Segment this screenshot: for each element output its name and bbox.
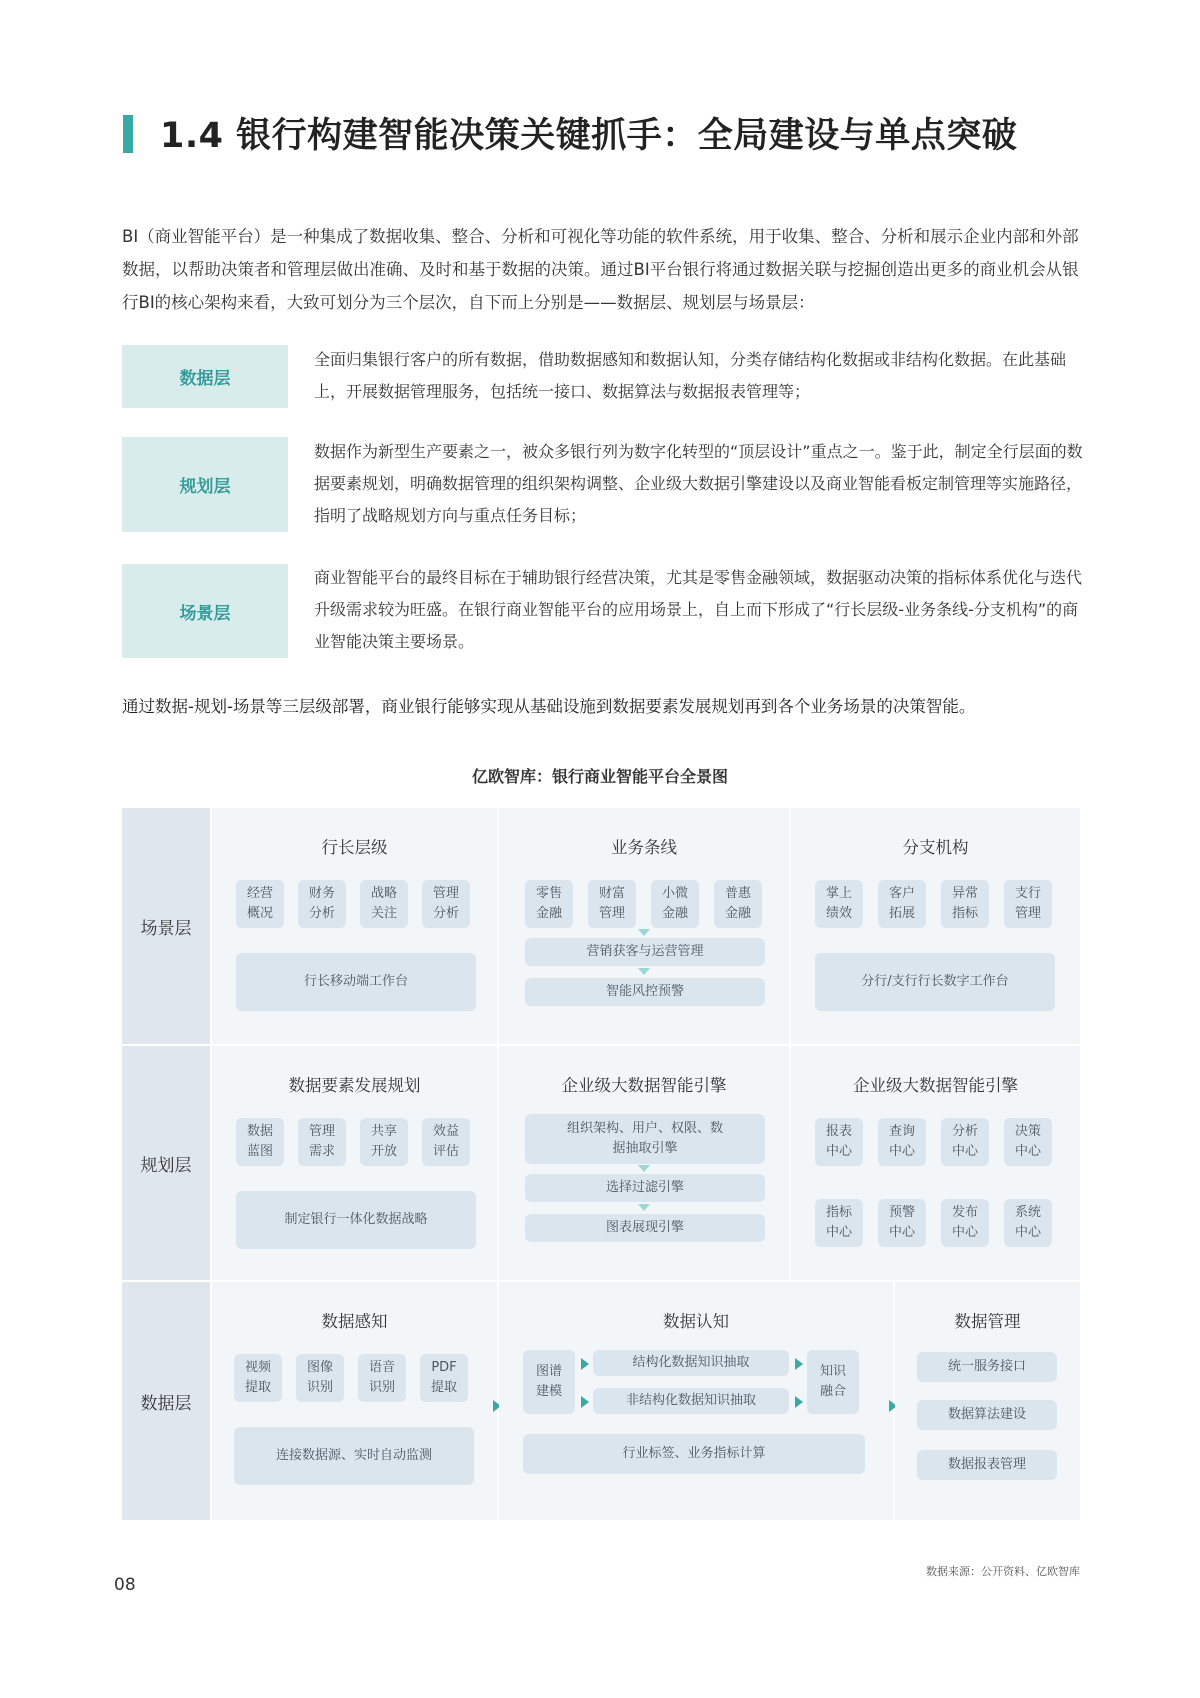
wide-box: 制定银行一体化数据战略: [236, 1191, 476, 1249]
panel-data-perception: [212, 1282, 497, 1520]
arrow-down-icon: [638, 968, 650, 975]
item-box: 预警 中心: [878, 1199, 926, 1247]
panel-business-line: [499, 808, 789, 1044]
item-box: PDF 提取: [420, 1354, 468, 1402]
item-box: 指标 中心: [815, 1199, 863, 1247]
item-box: 视频 提取: [234, 1354, 282, 1402]
intro-paragraph: BI（商业智能平台）是一种集成了数据收集、整合、分析和可视化等功能的软件系统，用于收集、整合、分析和展示企业内部和外部数据，以帮助决策者和管理层做出准确、及时和基于数据的决策。通过BI平台银行将通过数据关联与挖掘创造出更多的商业机会从银行BI的核心架构来看，大致可划分为三个层次，自下而上分别是——数据层、规划层与场景层：: [122, 227, 1079, 312]
panel-engine-right: [791, 1046, 1080, 1280]
item-box: 支行 管理: [1004, 880, 1052, 928]
arrow-right-icon: [581, 1396, 589, 1408]
wide-box: 行业标签、业务指标计算: [523, 1434, 865, 1474]
panel-title: 数据要素发展规划: [288, 1076, 421, 1095]
layer-label-data: 数据层: [122, 345, 288, 408]
item-box: 效益 评估: [422, 1118, 470, 1166]
panel-title: 数据感知: [321, 1312, 388, 1331]
wide-box: 图表展现引擎: [525, 1214, 765, 1242]
arrow-right-icon: [795, 1396, 803, 1408]
item-box: 零售 金融: [525, 880, 573, 928]
panel-title: 数据认知: [663, 1312, 729, 1331]
arrow-right-icon: [795, 1358, 803, 1370]
item-box: 异常 指标: [941, 880, 989, 928]
item-box: 管理 需求: [298, 1118, 346, 1166]
wide-box: 营销获客与运营管理: [525, 938, 765, 966]
wide-box: 数据报表管理: [917, 1450, 1057, 1480]
panel-president-level: [212, 808, 497, 1044]
arrow-down-icon: [638, 1204, 650, 1211]
panel-branch: [791, 808, 1080, 1044]
wide-box: 非结构化数据知识抽取: [593, 1388, 789, 1414]
diagram-title: 亿欧智库：银行商业智能平台全景图: [471, 767, 728, 786]
panel-title: 业务条线: [611, 838, 677, 857]
data-source-note: 数据来源：公开资料、亿欧智库: [926, 1565, 1080, 1578]
panel-engine-left: [499, 1046, 789, 1280]
item-box: 普惠 金融: [714, 880, 762, 928]
layer-desc-plan: 数据作为新型生产要素之一，被众多银行列为数字化转型的“顶层设计”重点之一。鉴于此，制定全行层面的数据要素规划，明确数据管理的组织架构调整、企业级大数据引擎建设以及商业智能看板定制管理等实施路径，指明了战略规划方向与重点任务目标；: [314, 442, 1083, 525]
wide-box: 结构化数据知识抽取: [593, 1350, 789, 1376]
item-box: 客户 拓展: [878, 880, 926, 928]
item-box: 财务 分析: [298, 880, 346, 928]
summary-paragraph: 通过数据-规划-场景等三层级部署，商业银行能够实现从基础设施到数据要素发展规划再到各个业务场景的决策智能。: [122, 697, 976, 716]
item-box: 报表 中心: [815, 1118, 863, 1166]
panel-title: 数据管理: [954, 1312, 1021, 1331]
item-box: 小微 金融: [651, 880, 699, 928]
item-box: 图谱 建模: [523, 1350, 575, 1414]
arrow-down-icon: [638, 1165, 650, 1172]
architecture-diagram: [122, 808, 1080, 1520]
layer-label-scene: 场景层: [122, 564, 288, 658]
wide-box: 组织架构、用户、权限、数 据抽取引擎: [525, 1114, 765, 1164]
item-box: 经营 概况: [236, 880, 284, 928]
page-title: 1.4 银行构建智能决策关键抓手：全局建设与单点突破: [160, 116, 1018, 156]
item-box: 发布 中心: [941, 1199, 989, 1247]
item-box: 财富 管理: [588, 880, 636, 928]
arrow-right-icon: [581, 1358, 589, 1370]
item-box: 分析 中心: [941, 1118, 989, 1166]
row-label-data: 数据层: [122, 1282, 210, 1520]
wide-box: 选择过滤引擎: [525, 1174, 765, 1202]
row-label-scene: 场景层: [122, 808, 210, 1044]
page-number: 08: [114, 1575, 136, 1595]
panel-data-management: [895, 1282, 1080, 1520]
wide-box: 连接数据源、实时自动监测: [234, 1427, 474, 1485]
item-box: 知识 融合: [807, 1350, 859, 1414]
item-box: 掌上 绩效: [815, 880, 863, 928]
layer-desc-scene: 商业智能平台的最终目标在于辅助银行经营决策，尤其是零售金融领域，数据驱动决策的指标体系优化与迭代升级需求较为旺盛。在银行商业智能平台的应用场景上，自上而下形成了“行长层级-业务条线-分支机构”的商业智能决策主要场景。: [314, 568, 1083, 651]
item-box: 系统 中心: [1004, 1199, 1052, 1247]
item-box: 共享 开放: [360, 1118, 408, 1166]
wide-box: 分行/支行行长数字工作台: [815, 953, 1055, 1011]
wide-box: 数据算法建设: [917, 1400, 1057, 1430]
title-accent-bar: [123, 115, 133, 153]
wide-box: 行长移动端工作台: [236, 953, 476, 1011]
layer-label-plan: 规划层: [122, 437, 288, 532]
panel-title: 企业级大数据智能引擎: [853, 1076, 1018, 1095]
panel-title: 分支机构: [902, 838, 969, 857]
panel-data-cognition: [499, 1282, 893, 1520]
layer-desc-data: 全面归集银行客户的所有数据，借助数据感知和数据认知，分类存储结构化数据或非结构化数据。在此基础上，开展数据管理服务，包括统一接口、数据算法与数据报表管理等；: [314, 350, 1067, 401]
item-box: 语音 识别: [358, 1354, 406, 1402]
panel-data-element-plan: [212, 1046, 497, 1280]
item-box: 图像 识别: [296, 1354, 344, 1402]
wide-box: 统一服务接口: [917, 1352, 1057, 1382]
panel-title: 企业级大数据智能引擎: [561, 1076, 727, 1095]
wide-box: 智能风控预警: [525, 978, 765, 1006]
item-box: 战略 关注: [360, 880, 408, 928]
item-box: 决策 中心: [1004, 1118, 1052, 1166]
arrow-down-icon: [638, 929, 650, 936]
item-box: 数据 蓝图: [236, 1118, 284, 1166]
row-label-plan: 规划层: [122, 1046, 210, 1280]
item-box: 查询 中心: [878, 1118, 926, 1166]
panel-title: 行长层级: [321, 838, 388, 857]
item-box: 管理 分析: [422, 880, 470, 928]
